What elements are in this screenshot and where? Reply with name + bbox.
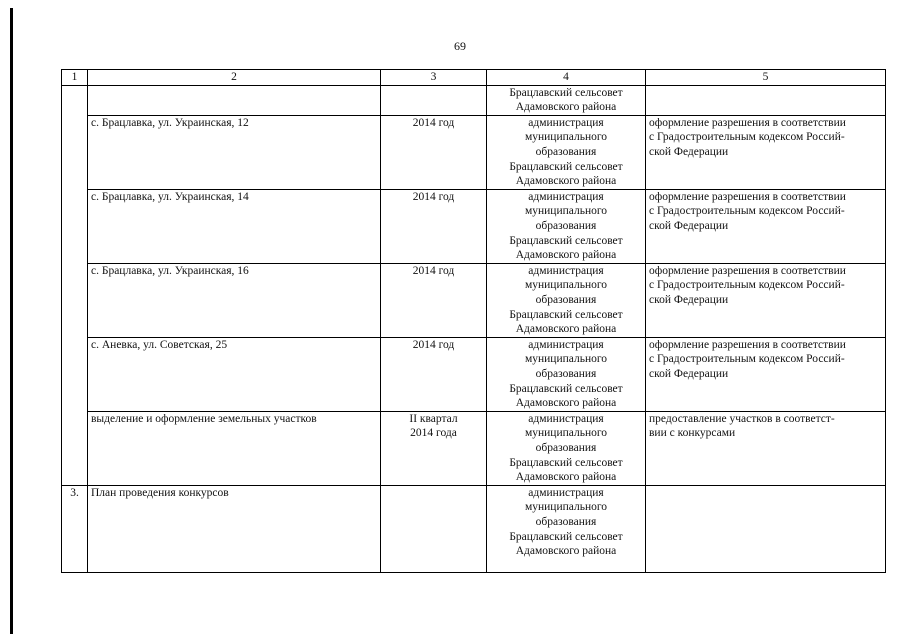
note-cell: оформление разрешения в соответствии с Градостроительным кодексом Россий- ской Федерации (646, 263, 886, 337)
note-cell: предоставление участков в соответст- вии с конкурсами (646, 411, 886, 485)
object-cell: с. Аневка, ул. Советская, 25 (88, 337, 381, 411)
note-cell: оформление разрешения в соответствии с Градостроительным кодексом Россий- ской Федерации (646, 189, 886, 263)
responsible-cell: администрация муниципального образования Брацлавский сельсовет Адамовского района (487, 263, 646, 337)
table-row (62, 85, 886, 115)
table-row (62, 189, 886, 263)
responsible-cell: администрация муниципального образования Брацлавский сельсовет Адамовского района (487, 115, 646, 189)
page-number: 69 (454, 39, 466, 53)
responsible-cell: администрация муниципального образования Брацлавский сельсовет Адамовского района (487, 337, 646, 411)
table-header-row (62, 70, 886, 86)
row-number-cell (62, 85, 88, 485)
table-row (62, 115, 886, 189)
object-cell: с. Брацлавка, ул. Украинская, 16 (88, 263, 381, 337)
responsible-cell: Брацлавский сельсовет Адамовского района (487, 85, 646, 115)
table-row (62, 263, 886, 337)
header-cell-4: 4 (487, 70, 646, 86)
object-cell: с. Брацлавка, ул. Украинская, 14 (88, 189, 381, 263)
responsible-cell: администрация муниципального образования Брацлавский сельсовет Адамовского района (487, 189, 646, 263)
header-cell-5: 5 (646, 70, 886, 86)
responsible-cell: администрация муниципального образования Брацлавский сельсовет Адамовского района (487, 411, 646, 485)
object-cell (88, 85, 381, 115)
table-row (62, 337, 886, 411)
date-cell: 2014 год (381, 115, 487, 189)
date-cell: 2014 год (381, 263, 487, 337)
note-cell (646, 85, 886, 115)
date-cell: 2014 год (381, 337, 487, 411)
note-cell: оформление разрешения в соответствии с Градостроительным кодексом Россий- ской Федерации (646, 337, 886, 411)
note-cell: оформление разрешения в соответствии с Градостроительным кодексом Россий- ской Федерации (646, 115, 886, 189)
header-cell-2: 2 (88, 70, 381, 86)
date-cell: 2014 год (381, 189, 487, 263)
table-row (62, 485, 886, 572)
object-cell: с. Брацлавка, ул. Украинская, 12 (88, 115, 381, 189)
table-row (62, 411, 886, 485)
plan-table (61, 69, 886, 573)
date-cell (381, 485, 487, 572)
header-cell-1: 1 (62, 70, 88, 86)
header-cell-3: 3 (381, 70, 487, 86)
binding-edge-line (10, 8, 13, 634)
responsible-cell: администрация муниципального образования Брацлавский сельсовет Адамовского района (487, 485, 646, 572)
row-number-cell: 3. (62, 485, 88, 572)
object-cell: План проведения конкурсов (88, 485, 381, 572)
date-cell: II квартал 2014 года (381, 411, 487, 485)
object-cell: выделение и оформление земельных участков (88, 411, 381, 485)
date-cell (381, 85, 487, 115)
note-cell (646, 485, 886, 572)
